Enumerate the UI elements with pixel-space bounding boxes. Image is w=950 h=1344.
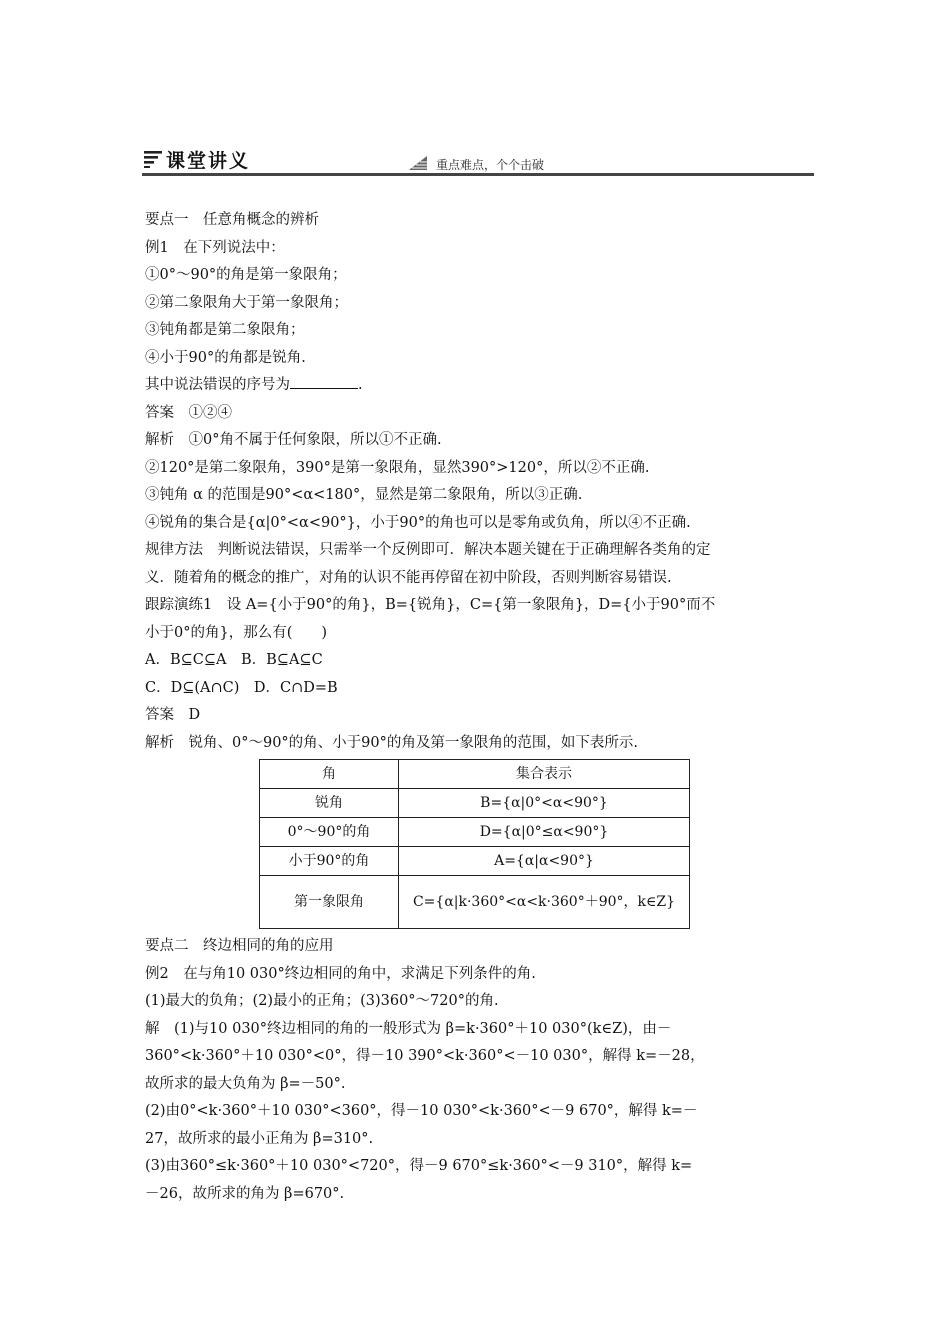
document-body <box>145 207 809 1208</box>
solution-line: 解 (1)与10 030°终边相同的角的一般形式为 β=k·360°＋10 030°(k∈Z)，由－ <box>145 1020 672 1037</box>
table-cell: B={α|0°<α<90°} <box>399 789 690 818</box>
answer-line: 答案 D <box>145 707 201 723</box>
angle-set-table <box>259 759 690 929</box>
table-cell: 0°～90°的角 <box>260 818 399 847</box>
analysis-line: ③钝角 α 的范围是90°<α<180°，显然是第二象限角，所以③正确. <box>145 487 583 503</box>
question-text: 其中说法错误的序号为 <box>145 377 290 393</box>
solution-line: 360°<k·360°＋10 030°<0°，得－10 390°<k·360°<－10 030°，解得 k=－28， <box>145 1048 705 1064</box>
analysis-line: 解析 锐角、0°～90°的角、小于90°的角及第一象限角的范围，如下表所示. <box>145 734 638 751</box>
method-line: 规律方法 判断说法错误，只需举一个反例即可．解决本题关键在于正确理解各类角的定 <box>145 542 711 558</box>
answer-blank <box>290 374 358 389</box>
statement: ④小于90°的角都是锐角. <box>145 349 306 366</box>
example-title: 例1 在下列说法中： <box>145 239 285 256</box>
table-header: 集合表示 <box>399 760 690 789</box>
option-line: A．B⊆C⊆A B．B⊆A⊆C <box>145 652 323 668</box>
point-heading: 要点一 任意角概念的辨析 <box>145 212 319 228</box>
solution-line: 故所求的最大负角为 β=－50°. <box>145 1075 346 1092</box>
statement: ③钝角都是第二象限角； <box>145 322 305 338</box>
table-row <box>260 789 690 818</box>
table-cell: D={α|0°≤α<90°} <box>399 818 690 847</box>
statement: ②第二象限角大于第一象限角； <box>145 294 348 311</box>
triangle-stripes-icon <box>409 156 427 170</box>
solution-line: (2)由0°<k·360°＋10 030°<360°，得－10 030°<k·360°<－9 670°，解得 k=－ <box>145 1103 698 1119</box>
table-cell: 小于90°的角 <box>260 847 399 876</box>
analysis-line: 解析 ①0°角不属于任何象限，所以①不正确. <box>145 432 442 448</box>
analysis-line: ②120°是第二象限角，390°是第一象限角，显然390°>120°，所以②不正确. <box>145 459 650 476</box>
table-header: 角 <box>260 760 399 789</box>
example-title: 例2 在与角10 030°终边相同的角中，求满足下列条件的角. <box>145 965 536 982</box>
answer-line: 答案 ①②④ <box>145 404 232 421</box>
practice-line: 跟踪演练1 设 A={小于90°的角}，B={锐角}，C={第一象限角}，D={小于90°而不 <box>145 597 716 613</box>
statement: ①0°～90°的角是第一象限角； <box>145 267 347 283</box>
table-row <box>260 876 690 929</box>
section-title: 课堂讲义 <box>166 150 251 172</box>
question-line: 其中说法错误的序号为 . <box>145 372 809 400</box>
stripes-icon <box>144 150 162 168</box>
table-cell: A={α|α<90°} <box>399 847 690 876</box>
section-subtitle: 重点难点，个个击破 <box>436 158 545 172</box>
table-cell: C={α|k·360°<α<k·360°＋90°，k∈Z} <box>399 876 690 929</box>
option-line: C．D⊆(A∩C) D．C∩D=B <box>145 679 338 696</box>
table-cell: 第一象限角 <box>260 876 399 929</box>
solution-line: －26，故所求的角为 β=670°. <box>145 1185 345 1202</box>
method-line: 义．随着角的概念的推广，对角的认识不能再停留在初中阶段，否则判断容易错误. <box>145 569 672 586</box>
section-header <box>142 144 814 176</box>
point-heading: 要点二 终边相同的角的应用 <box>145 938 334 954</box>
example-line: (1)最大的负角；(2)最小的正角；(3)360°～720°的角. <box>145 993 499 1009</box>
solution-line: 27，故所求的最小正角为 β=310°. <box>145 1130 374 1147</box>
header-rule <box>142 173 814 176</box>
table-row <box>260 847 690 876</box>
analysis-line: ④锐角的集合是{α|0°<α<90°}，小于90°的角也可以是零角或负角，所以④不正确. <box>145 514 691 531</box>
practice-line: 小于0°的角}，那么有( ) <box>145 624 328 641</box>
table-header-row <box>260 760 690 789</box>
table-cell: 锐角 <box>260 789 399 818</box>
table-row <box>260 818 690 847</box>
solution-line: (3)由360°≤k·360°＋10 030°<720°，得－9 670°≤k·360°<－9 310°，解得 k= <box>145 1158 693 1174</box>
